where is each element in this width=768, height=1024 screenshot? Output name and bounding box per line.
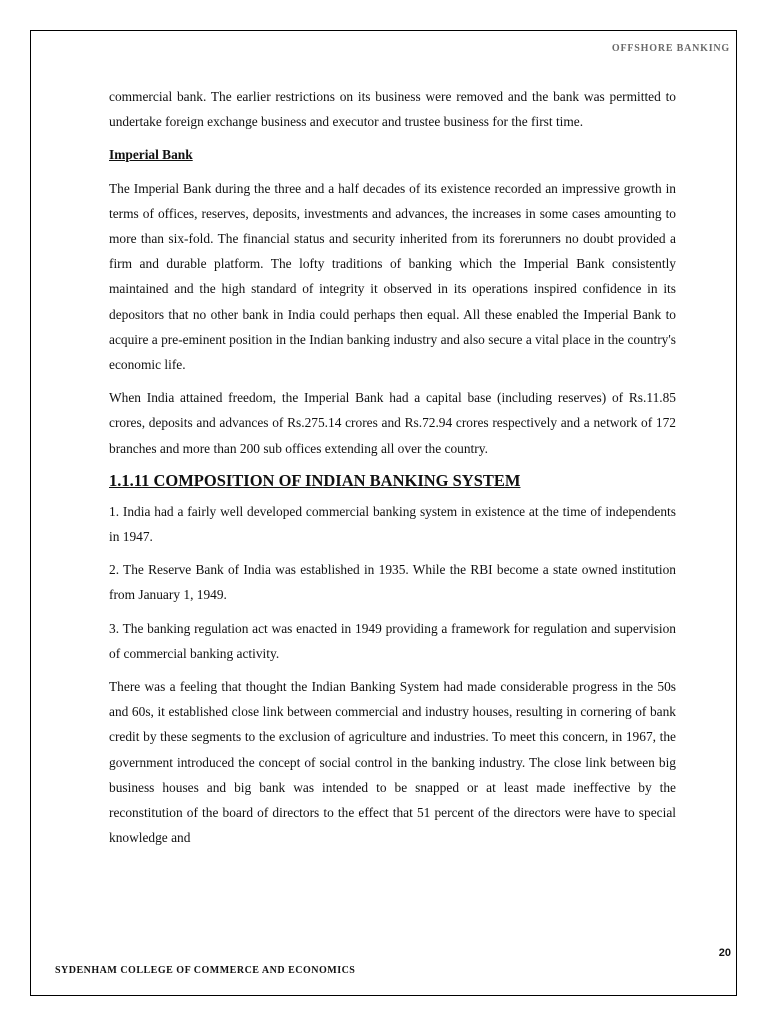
section-heading: 1.1.11 COMPOSITION OF INDIAN BANKING SYSTEM xyxy=(109,470,521,490)
closing-paragraph: There was a feeling that thought the Indian Banking System had made considerable progress in the 50s and 60s, it established close link between commercial and industry houses, resulting in cornering of bank credit by these segments to the exclusion of agriculture and industries. To meet this concern, in 1967, the government introduced the concept of social control in the banking industry. The close link between big business houses and big bank was intended to be snapped or at least made ineffective by the reconstitution of the board of directors to the effect that 51 percent of the directors were have to special knowledge and xyxy=(109,679,676,846)
point-3: 3. The banking regulation act was enacted in 1949 providing a framework for regulation and supervision of commercial banking activity. xyxy=(109,620,676,661)
page-content xyxy=(109,84,676,858)
intro-paragraph: commercial bank. The earlier restrictions on its business were removed and the bank was permitted to undertake foreign exchange business and executor and trustee business for the first time. xyxy=(109,89,676,130)
page-number: 20 xyxy=(718,947,731,959)
imperial-bank-heading: Imperial Bank xyxy=(109,147,193,163)
imperial-paragraph-2: When India attained freedom, the Imperial Bank had a capital base (including reserves) of Rs.11.85 crores, deposits and advances of Rs.275.14 crores and Rs.72.94 crores respectively and a network of 172 branches and more than 200 sub offices extending all over the country. xyxy=(109,390,676,456)
imperial-paragraph-1: The Imperial Bank during the three and a half decades of its existence recorded an impressive growth in terms of offices, reserves, deposits, investments and advances, the increases in some cases amounting to more than six-fold. The financial status and security inherited from its forerunners no doubt provided a firm and durable platform. The lofty traditions of banking which the Imperial Bank consistently maintained and the high standard of integrity it observed in its operations inspired confidence in its depositors that no other bank in India could perhaps then equal. All these enabled the Imperial Bank to acquire a pre-eminent position in the Indian banking industry and also secure a vital place in the country's economic life. xyxy=(109,180,676,373)
running-header: OFFSHORE BANKING xyxy=(611,43,730,54)
college-footer: SYDENHAM COLLEGE OF COMMERCE AND ECONOMICS xyxy=(55,965,356,976)
point-2: 2. The Reserve Bank of India was established in 1935. While the RBI become a state owned institution from January 1, 1949. xyxy=(109,562,676,603)
point-1: 1. India had a fairly well developed commercial banking system in existence at the time of independents in 1947. xyxy=(109,503,676,545)
